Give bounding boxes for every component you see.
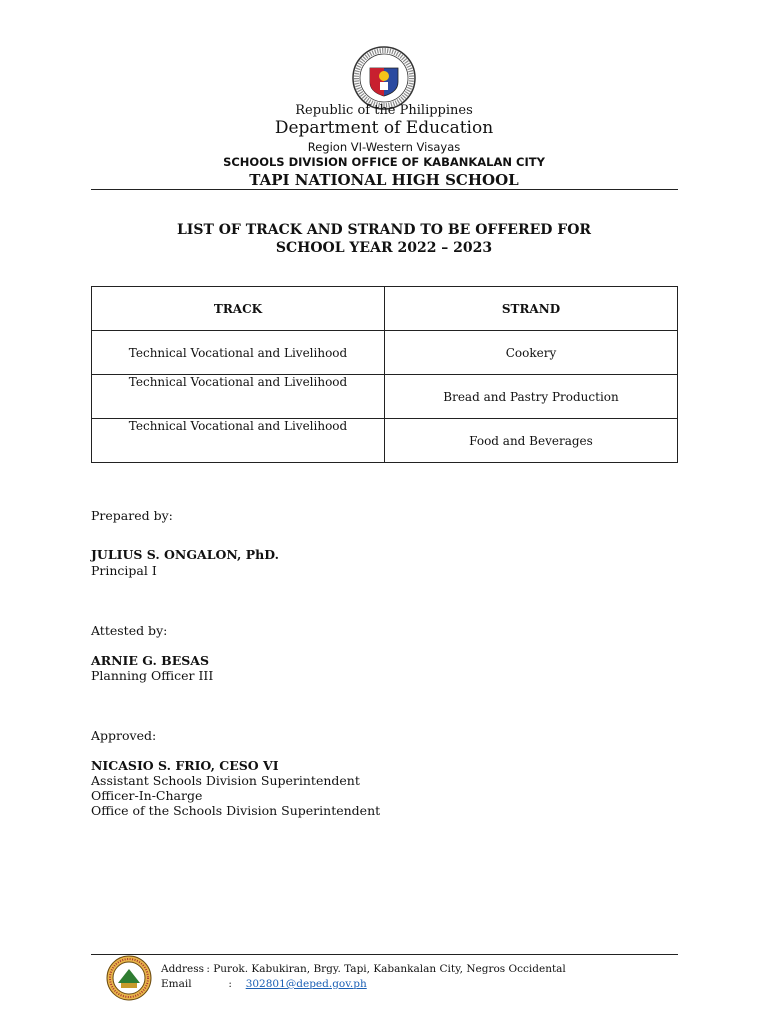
approved-title-3: Office of the Schools Division Superintendent bbox=[91, 803, 381, 818]
table-row bbox=[92, 419, 678, 463]
track-cell: Technical Vocational and Livelihood bbox=[92, 331, 385, 375]
footer-email-row bbox=[161, 978, 367, 990]
prepared-title: Principal I bbox=[91, 563, 157, 578]
email-link[interactable]: 302801@deped.gov.ph bbox=[245, 978, 367, 990]
approved-title-1: Assistant Schools Division Superintendent bbox=[91, 773, 360, 788]
region-text: Region VI-Western Visayas bbox=[307, 140, 461, 154]
strand-cell: Bread and Pastry Production bbox=[385, 375, 678, 419]
track-cell: Technical Vocational and Livelihood bbox=[92, 375, 385, 419]
republic-text: Republic of the Philippines bbox=[295, 103, 473, 118]
address-value: : Purok. Kabukiran, Brgy. Tapi, Kabankalan City, Negros Occidental bbox=[206, 963, 566, 975]
track-header: TRACK bbox=[92, 287, 385, 331]
footer-address-row bbox=[161, 963, 566, 975]
table-row bbox=[92, 375, 678, 419]
header-divider bbox=[91, 189, 678, 190]
title-line-1: LIST OF TRACK AND STRAND TO BE OFFERED FOR bbox=[176, 222, 592, 238]
document-title bbox=[0, 221, 768, 257]
attested-name: ARNIE G. BESAS bbox=[91, 653, 210, 668]
approved-title-2: Officer-In-Charge bbox=[91, 788, 203, 803]
attested-title: Planning Officer III bbox=[91, 668, 214, 683]
strand-cell: Cookery bbox=[385, 331, 678, 375]
email-label: Email bbox=[161, 978, 192, 990]
table-header-row bbox=[92, 287, 678, 331]
department-title: Department of Education bbox=[274, 118, 494, 138]
prepared-name: JULIUS S. ONGALON, PhD. bbox=[91, 547, 279, 562]
school-logo-icon bbox=[106, 955, 152, 1001]
attested-label: Attested by: bbox=[91, 623, 168, 638]
school-name: TAPI NATIONAL HIGH SCHOOL bbox=[249, 171, 519, 189]
approved-label: Approved: bbox=[91, 728, 157, 743]
strand-header: STRAND bbox=[385, 287, 678, 331]
table-row bbox=[92, 331, 678, 375]
division-text: SCHOOLS DIVISION OFFICE OF KABANKALAN CITY bbox=[223, 155, 545, 169]
track-strand-table bbox=[91, 286, 678, 463]
title-line-2: SCHOOL YEAR 2022 – 2023 bbox=[275, 240, 493, 256]
footer-divider bbox=[91, 954, 678, 955]
track-cell: Technical Vocational and Livelihood bbox=[92, 419, 385, 463]
strand-cell: Food and Beverages bbox=[385, 419, 678, 463]
deped-seal-icon bbox=[352, 46, 416, 110]
address-label: Address bbox=[161, 963, 205, 975]
email-separator: : bbox=[228, 978, 232, 990]
prepared-label: Prepared by: bbox=[91, 508, 173, 523]
approved-name: NICASIO S. FRIO, CESO VI bbox=[91, 758, 279, 773]
